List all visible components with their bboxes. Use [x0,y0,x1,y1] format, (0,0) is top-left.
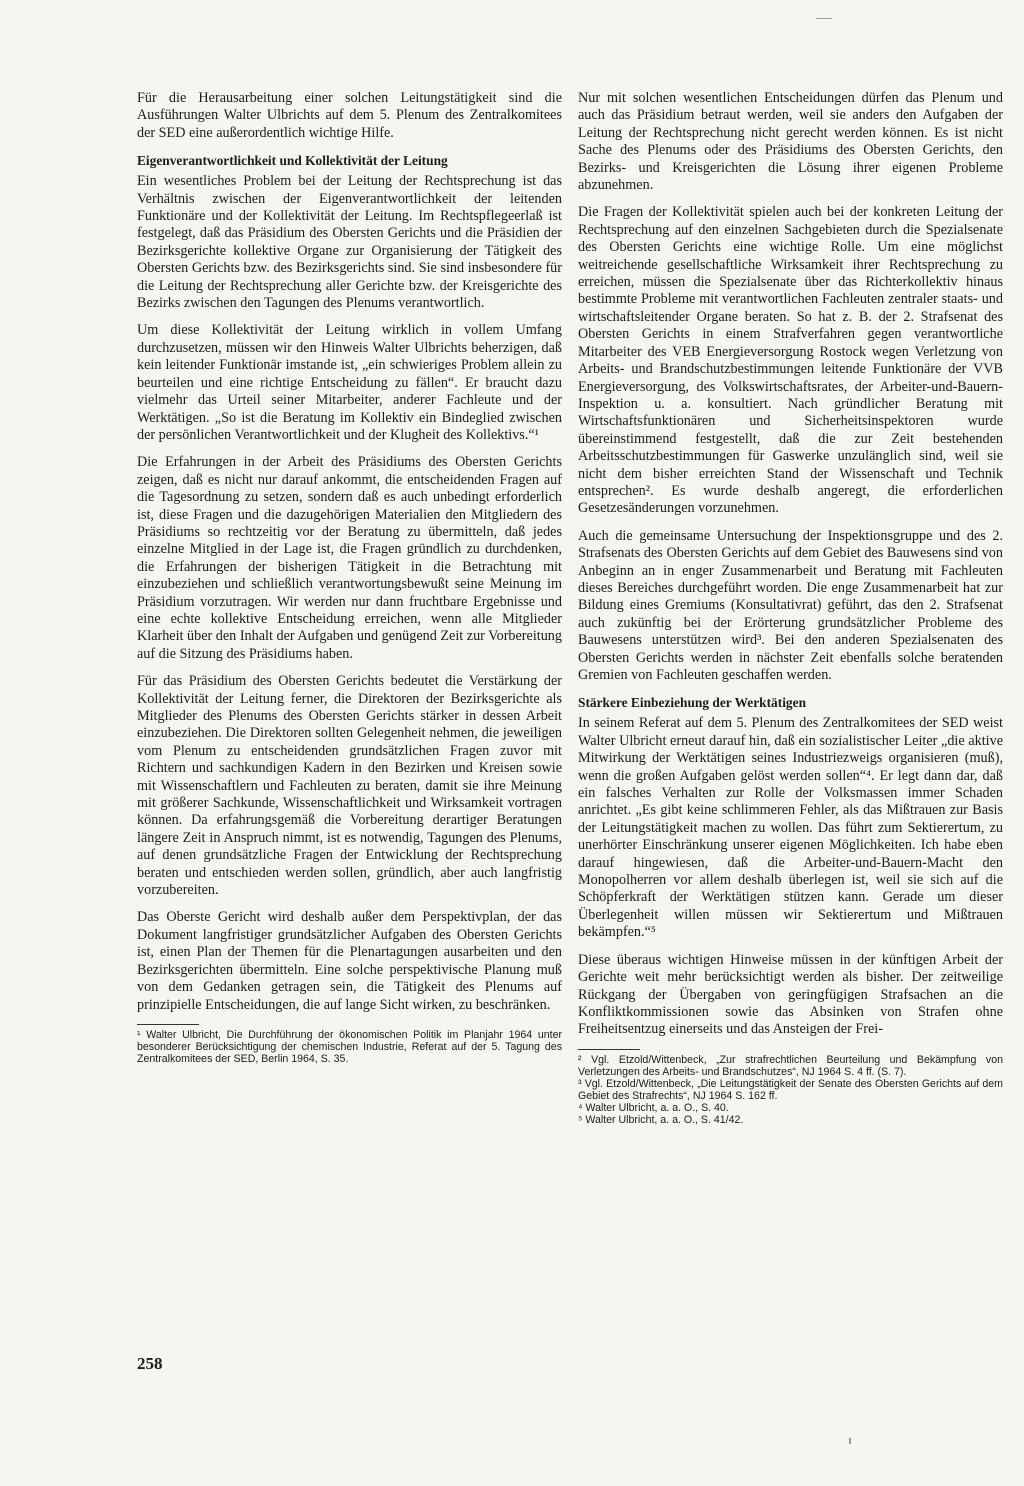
paragraph: Das Oberste Gericht wird deshalb außer dem Perspektivplan, der das Dokument langfristiger grundsätzlicher Aufgaben des Obersten Gerichts ist, einen Plan der Themen für die Plenartagungen ausarbeiten und den Bezirksgerichten übermitteln. Eine solche perspektivische Planung muß von dem Gedanken getragen sein, die Tätigkeit des Plenums auf prinzipielle Entscheidungen, die auf lange Sicht wirken, zu beschränken. [137,909,562,1013]
footnote: ¹ Walter Ulbricht, Die Durchführung der ökonomischen Politik im Planjahr 1964 unter besonderer Berücksichtigung der chemischen Industrie, Referat auf der 5. Tagung des Zentralkomitees der SED, Berlin 1964, S. 35. [137,1028,562,1066]
footnote: ⁴ Walter Ulbricht, a. a. O., S. 40. [578,1102,729,1115]
paragraph: In seinem Referat auf dem 5. Plenum des Zentralkomitees der SED weist Walter Ulbricht erneut darauf hin, daß ein sozialistischer Leiter „die aktive Mitwirkung der Werktätigen seines Industriezweigs organisieren (muß), wenn die großen Aufgaben gelöst werden sollen“⁴. Er legt dann dar, daß ein falsches Verhalten zur Rolle der Volksmassen immer Schaden anrichtet. „Es gibt keine schlimmeren Fehler, als das Mißtrauen zur Basis der Leitungstätigkeit machen zu wollen. Das führt zum Sektierertum, zu unerhörter Einschränkung unserer eigenen Möglichkeiten. Ich habe eben darauf hingewiesen, daß die Arbeiter-und-Bauern-Macht den Monopolherren vor allem deshalb überlegen ist, weil sie sich auf die Schöpferkraft der Werktätigen stützen kann. Gerade um dieser Überlegenheit willen müssen wir Sektierertum und Mißtrauen bekämpfen.“⁵ [578,715,1003,941]
paragraph: Auch die gemeinsame Untersuchung der Inspektionsgruppe und des 2. Strafsenats des Obersten Gerichts auf dem Gebiet des Bauwesens sind von Anbeginn an in enger Zusammenarbeit und Beratung mit Fachleuten dieses Bereiches durchgeführt worden. Die enge Zusammenarbeit hat zur Bildung eines Gremiums (Konsultativrat) geführt, das den 2. Strafsenat auch zukünftig bei der Erörterung grundsätzlicher Probleme des Bauwesens unterstützen wird³. Bei den anderen Spezialsenaten des Obersten Gerichts werden in nächster Zeit ebenfalls solche beratenden Gremien von Fachleuten geschaffen werden. [578,527,1003,683]
paragraph: Die Fragen der Kollektivität spielen auch bei der konkreten Leitung der Rechtsprechung auf den einzelnen Sachgebieten durch die Spezialsenate des Obersten Gerichts eine wichtige Rolle. Um eine möglichst weitreichende gesellschaftliche Wirksamkeit ihrer Rechtsprechung zu erreichen, müssen die Spezialsenate über das Richterkollektiv hinaus bestimmte Probleme mit verantwortlichen Fachleuten zentraler staats- und wirtschaftsleitender Organe beraten. So hat z. B. der 2. Strafsenat des Obersten Gerichts in einem Strafverfahren gegen verantwortliche Mitarbeiter des VEB Energieversorgung Rostock wegen Verletzung von Arbeits- und Brandschutzbestimmungen leitende Funktionäre der VVB Energieversorgung, des Volkswirtschaftsrates, der Arbeiter-und-Bauern-Inspektion u. a. konsultiert. Nach gründlicher Beratung mit Wirtschaftsfunktionären und Sicherheitsinspektoren wurde übereinstimmend festgestellt, daß die zur Zeit bestehenden Arbeitsschutzbestimmungen für Gaswerke unzulänglich sind, weil sie nicht dem bisher erreichten Stand der Wissenschaft und Technik entsprechen². Es wurde deshalb angeregt, die erforderlichen Gesetzesänderungen vorzunehmen. [578,204,1003,517]
paragraph: Für die Herausarbeitung einer solchen Leitungstätigkeit sind die Ausführungen Walter Ulbrichts auf dem 5. Plenum des Zentralkomitees der SED eine außerordentlich wichtige Hilfe. [137,90,562,141]
section-heading: Stärkere Einbeziehung der Werktätigen [578,695,807,711]
footnote: ⁵ Walter Ulbricht, a. a. O., S. 41/42. [578,1114,744,1127]
footnote-divider [137,1024,199,1025]
paragraph: Nur mit solchen wesentlichen Entscheidungen dürfen das Plenum und auch das Präsidium betraut werden, weil sie anders den Aufgaben der Leitung der Rechtsprechung nicht gerecht werden können. Es ist nicht Sache des Plenums oder des Präsidiums des Obersten Gerichts, den Bezirks- und Kreisgerichten die Lösung ihrer eigenen Probleme abzunehmen. [578,90,1003,194]
scan-mark [816,18,832,19]
footnote: ² Vgl. Etzold/Wittenbeck, „Zur strafrechtlichen Beurteilung und Bekämpfung von Verletzungen des Arbeits- und Brandschutzes“, NJ 1964 S. 4 ff. (S. 7). [578,1053,1003,1078]
footnote-divider [578,1049,640,1050]
right-column [578,90,1003,1126]
paragraph: Für das Präsidium des Obersten Gerichts bedeutet die Verstärkung der Kollektivität der Leitung ferner, die Direktoren der Bezirksgerichte als Mitglieder des Plenums des Obersten Gerichts stärker in dessen Arbeit einzubeziehen. Die Direktoren sollten Gelegenheit nehmen, die jeweiligen vom Plenum zu entscheidenden grundsätzlichen Fragen zuvor mit Richtern und sachkundigen Kadern in den Bezirken und Kreisen sowie mit Wissenschaftlern und Fachleuten zu beraten, damit sie ihre Meinung mit größerer Sachkunde, Wissenschaftlichkeit und Wirksamkeit vortragen können. Da erfahrungsgemäß die Vorbereitung derartiger Beratungen längere Zeit in Anspruch nimmt, ist es notwendig, Tagungen des Plenums, auf denen grundsätzliche Fragen der Entwicklung der Rechtsprechung beraten und entschieden werden sollen, gründlich, aber auch langfristig vorzubereiten. [137,673,562,899]
page-number: 258 [137,1354,163,1373]
paragraph: Die Erfahrungen in der Arbeit des Präsidiums des Obersten Gerichts zeigen, daß es nicht nur darauf ankommt, die entscheidenden Fragen auf die Tagesordnung zu setzen, sondern daß es auch unbedingt erforderlich ist, diese Fragen und die dazugehörigen Materialien den Mitgliedern des Präsidiums so rechtzeitig vor der Beratung zu übermitteln, daß jedes einzelne Mitglied in der Lage ist, die Fragen gründlich zu durchdenken, die Erfahrungen der bisherigen Tätigkeit in die Betrachtung mit einzubeziehen und schließlich verantwortungsbewußt seine Meinung im Präsidium vorzutragen. Wir werden nur dann fruchtbare Ergebnisse und eine echte kollektive Entscheidung erreichen, wenn alle Mitglieder Klarheit über den Inhalt der Aufgaben und genügend Zeit zur Vorbereitung auf die Sitzung des Präsidiums haben. [137,454,562,662]
paragraph: Ein wesentliches Problem bei der Leitung der Rechtsprechung ist das Verhältnis zwischen der Eigenverantwortlichkeit der leitenden Funktionäre und der Kollektivität der Leitung. Im Rechtspflegeerlaß ist festgelegt, daß das Präsidium des Obersten Gerichts und die Präsidien der Bezirksgerichte kollektive Organe zur Organisierung der Tätigkeit des Obersten Gerichts bzw. des Bezirksgerichts sind. Sie sind insbesondere für die Leitung der Rechtsprechung aller Gerichte bzw. der Kreisgerichte des Bezirks zwischen den Tagungen des Plenums verantwortlich. [137,173,562,312]
scan-mark [849,1438,851,1444]
section-heading: Eigenverantwortlichkeit und Kollektivität der Leitung [137,153,448,169]
left-column [137,90,562,1065]
paragraph: Diese überaus wichtigen Hinweise müssen in der künftigen Arbeit der Gerichte weit mehr berücksichtigt werden als bisher. Der zeitweilige Rückgang der Übergaben von geringfügigen Strafsachen an die Konfliktkommissionen sowie das Absinken von Strafen ohne Freiheitsentzug einerseits und das Ansteigen der Frei- [578,951,1003,1038]
paragraph: Um diese Kollektivität der Leitung wirklich in vollem Umfang durchzusetzen, müssen wir den Hinweis Walter Ulbrichts beherzigen, daß kein leitender Funktionär imstande ist, „ein schwieriges Problem allein zu beurteilen und eine richtige Entscheidung zu fällen“. Er braucht dazu vielmehr das Urteil seiner Mitarbeiter, anderer Fachleute und der Werktätigen. „So ist die Beratung im Kollektiv ein Bindeglied zwischen der persönlichen Verantwortlichkeit und der Klugheit des Kollektivs.“¹ [137,322,562,443]
footnote: ³ Vgl. Etzold/Wittenbeck, „Die Leitungstätigkeit der Senate des Obersten Gerichts auf dem Gebiet des Strafrechts“, NJ 1964 S. 162 ff. [578,1077,1003,1102]
